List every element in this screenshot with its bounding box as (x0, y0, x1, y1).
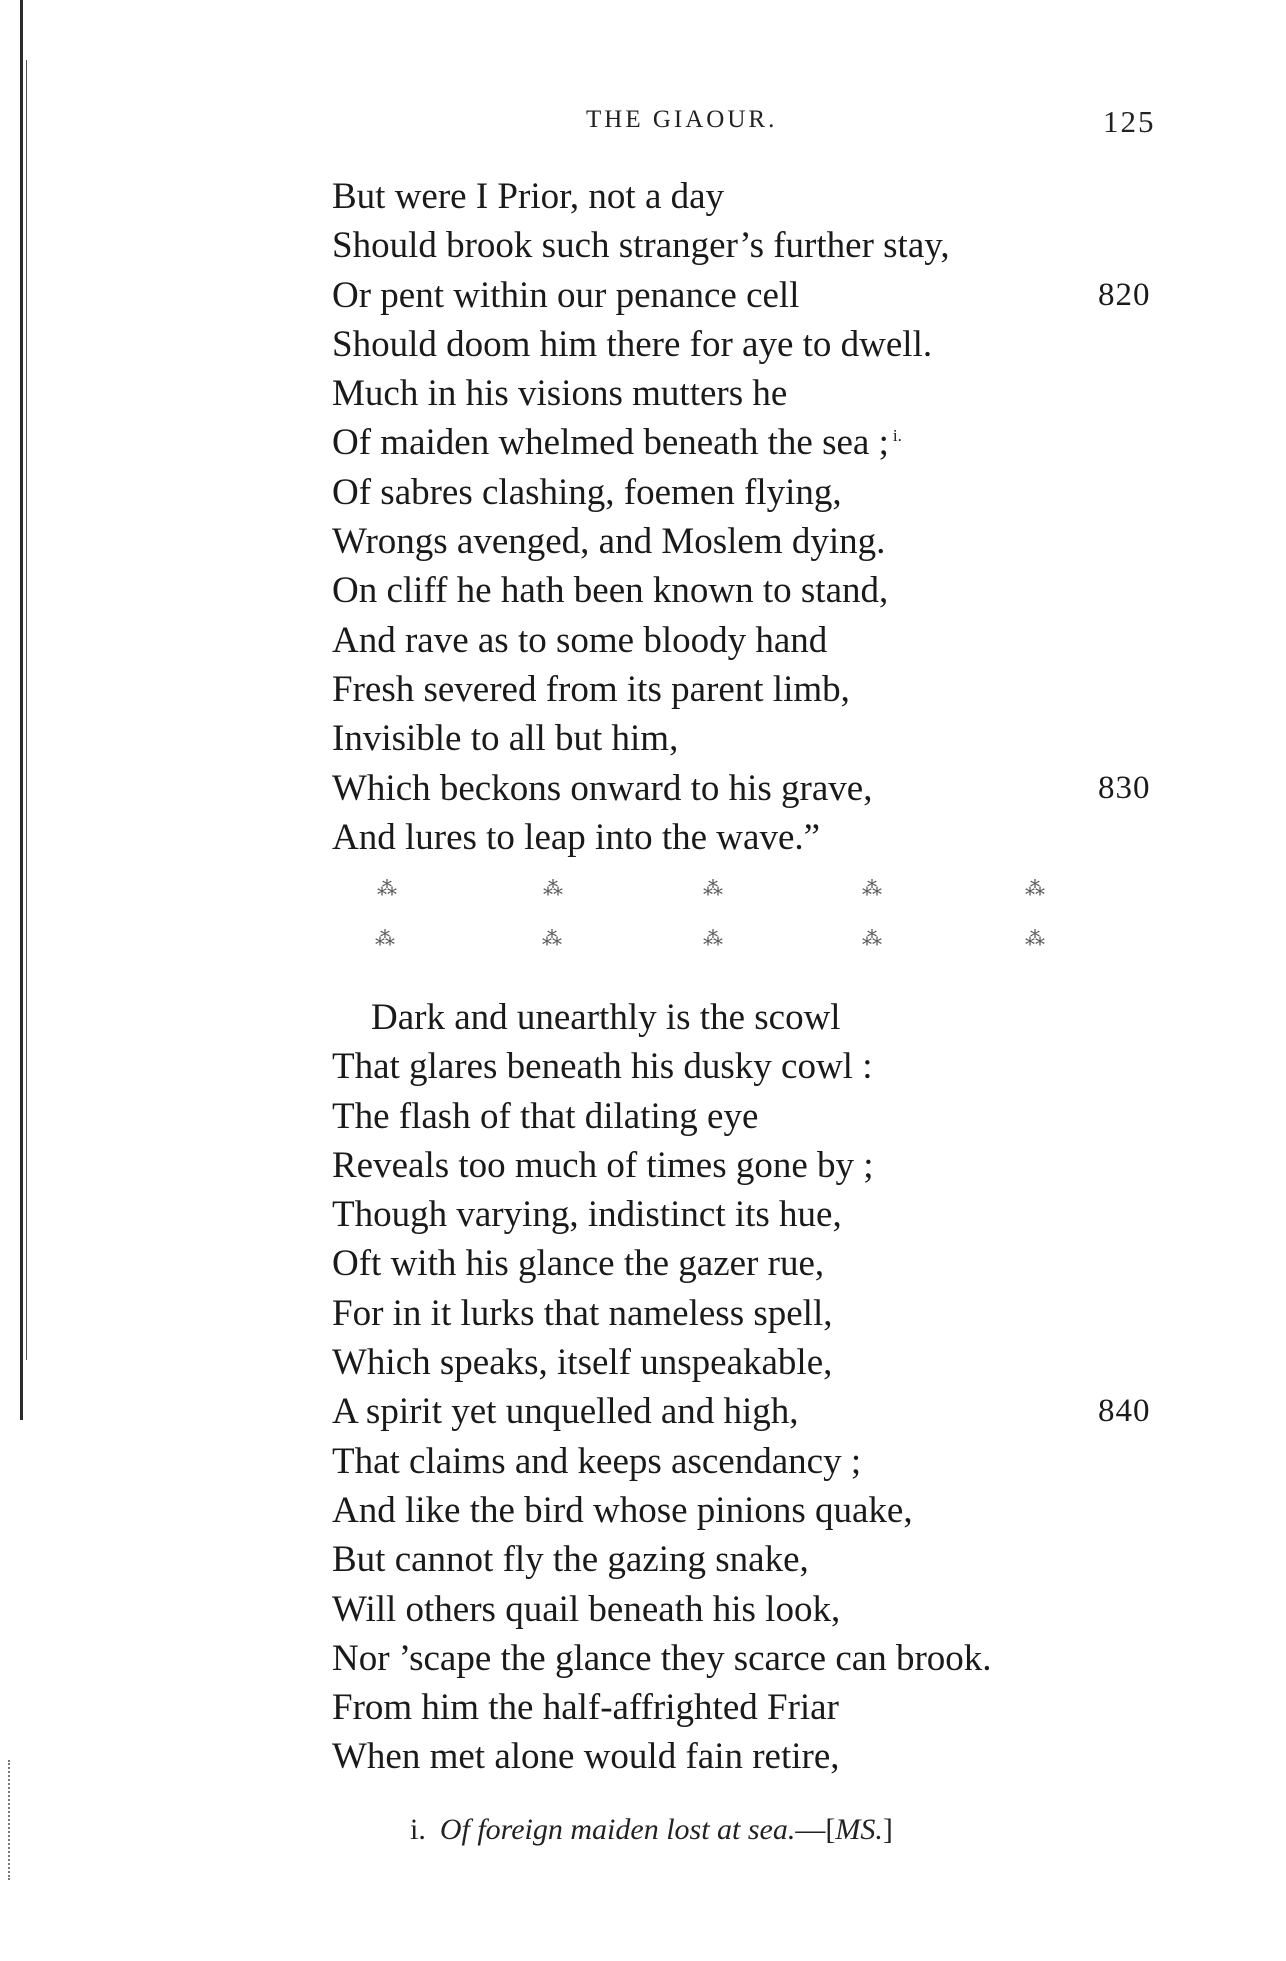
poem-line (0, 221, 1286, 270)
poem-line (0, 271, 1286, 320)
poem-line (0, 714, 1286, 763)
poem-line (0, 1585, 1286, 1634)
asterism: ⁂ (375, 928, 395, 950)
poem-line (0, 665, 1286, 714)
asterism: ⁂ (1025, 928, 1045, 950)
asterism: ⁂ (862, 928, 882, 950)
poem-line (0, 1338, 1286, 1387)
footnote-source-close: ] (882, 1813, 893, 1846)
poem-line (0, 1486, 1286, 1535)
poem-line-text: Will others quail beneath his look, (332, 1588, 841, 1630)
poem-line (0, 1092, 1286, 1141)
poem-line-text: Or pent within our penance cell (332, 274, 800, 316)
poem-line-text: Much in his visions mutters he (332, 373, 788, 415)
footnote-source-open: —[ (795, 1813, 836, 1846)
poem-line (0, 566, 1286, 615)
poem-line (0, 1239, 1286, 1288)
poem-line-text: Should brook such stranger’s further stay, (332, 225, 950, 267)
stanza-2 (0, 993, 1286, 1782)
poem-line-text: But were I Prior, not a day (332, 176, 725, 217)
poem-line (0, 1535, 1286, 1584)
asterism-row (0, 876, 1286, 906)
poem-line (0, 764, 1286, 813)
poem-line-text: From him the half-affrighted Friar (332, 1687, 839, 1729)
asterism: ⁂ (1025, 878, 1045, 900)
poem-line-text: Fresh severed from its parent limb, (332, 668, 850, 710)
poem-line (0, 1042, 1286, 1091)
poem-line (0, 1683, 1286, 1732)
poem-line-text: But cannot fly the gazing snake, (332, 1539, 809, 1581)
poem-line-text: And like the bird whose pinions quake, (332, 1489, 913, 1531)
poem-line-text: Oft with his glance the gazer rue, (332, 1243, 825, 1285)
poem-line (0, 1190, 1286, 1239)
stanza-1 (0, 172, 1286, 862)
poem-line-text: Nor ’scape the glance they scarce can brook. (332, 1637, 992, 1679)
poem-line-text: That glares beneath his dusky cowl : (332, 1046, 873, 1088)
poem-line (0, 1141, 1286, 1190)
poem-line-text: Which speaks, itself unspeakable, (332, 1342, 833, 1384)
poem-line-text: For in it lurks that nameless spell, (332, 1292, 833, 1334)
line-number: 840 (1098, 1393, 1151, 1430)
footnote-text: Of foreign maiden lost at sea. (439, 1813, 796, 1846)
poem-line (0, 813, 1286, 862)
poem-line-text: Invisible to all but him, (332, 718, 679, 760)
poem-line-text: Should doom him there for aye to dwell. (332, 323, 933, 365)
poem-line-text: Dark and unearthly is the scowl (371, 997, 841, 1038)
poem-line-text: Though varying, indistinct its hue, (332, 1194, 842, 1236)
line-number: 830 (1098, 769, 1151, 806)
footnote-reference: i. (892, 426, 902, 446)
page-number: 125 (1103, 104, 1156, 139)
poem-line-text: And lures to leap into the wave.” (332, 816, 821, 858)
poem-line-text: On cliff he hath been known to stand, (332, 570, 889, 612)
poem-line-text: Of sabres clashing, foemen flying, (332, 471, 842, 513)
poem-line (0, 369, 1286, 418)
poem-line (0, 468, 1286, 517)
footnote (410, 1813, 893, 1847)
asterism: ⁂ (377, 878, 397, 900)
poem-line-text: Which beckons onward to his grave, (332, 767, 873, 809)
poem-line-text: Reveals too much of times gone by ; (332, 1144, 874, 1186)
poem-line (0, 616, 1286, 665)
poem-line (0, 1387, 1286, 1436)
poem-line (0, 1289, 1286, 1338)
footnote-source: MS. (835, 1813, 883, 1846)
poem-line-text: And rave as to some bloody hand (332, 619, 828, 661)
line-number: 820 (1098, 276, 1151, 313)
poem-line-text: Wrongs avenged, and Moslem dying. (332, 521, 886, 563)
poem-line (0, 172, 1286, 221)
poem-line-text: The flash of that dilating eye (332, 1095, 759, 1137)
running-title: THE GIAOUR. (586, 106, 778, 133)
poem-line-text: When met alone would fain retire, (332, 1736, 840, 1778)
asterism: ⁂ (703, 878, 723, 900)
asterism-row (0, 926, 1286, 956)
asterism: ⁂ (703, 928, 723, 950)
poem-line (0, 1437, 1286, 1486)
poem-line-text: A spirit yet unquelled and high, (332, 1391, 799, 1433)
poem-line-text: That claims and keeps ascendancy ; (332, 1440, 862, 1482)
poem-line (0, 1732, 1286, 1781)
poem-line (0, 1634, 1286, 1683)
poem-line (0, 418, 1286, 467)
poem-line-text: Of maiden whelmed beneath the sea ; $^{i.}$ (332, 422, 902, 464)
footnote-mark: i. (410, 1813, 426, 1846)
running-head (0, 106, 1286, 146)
poem-line (0, 517, 1286, 566)
asterism: ⁂ (862, 878, 882, 900)
asterism: ⁂ (543, 878, 563, 900)
poem-line (0, 993, 1286, 1042)
asterism: ⁂ (542, 928, 562, 950)
poem-line (0, 320, 1286, 369)
